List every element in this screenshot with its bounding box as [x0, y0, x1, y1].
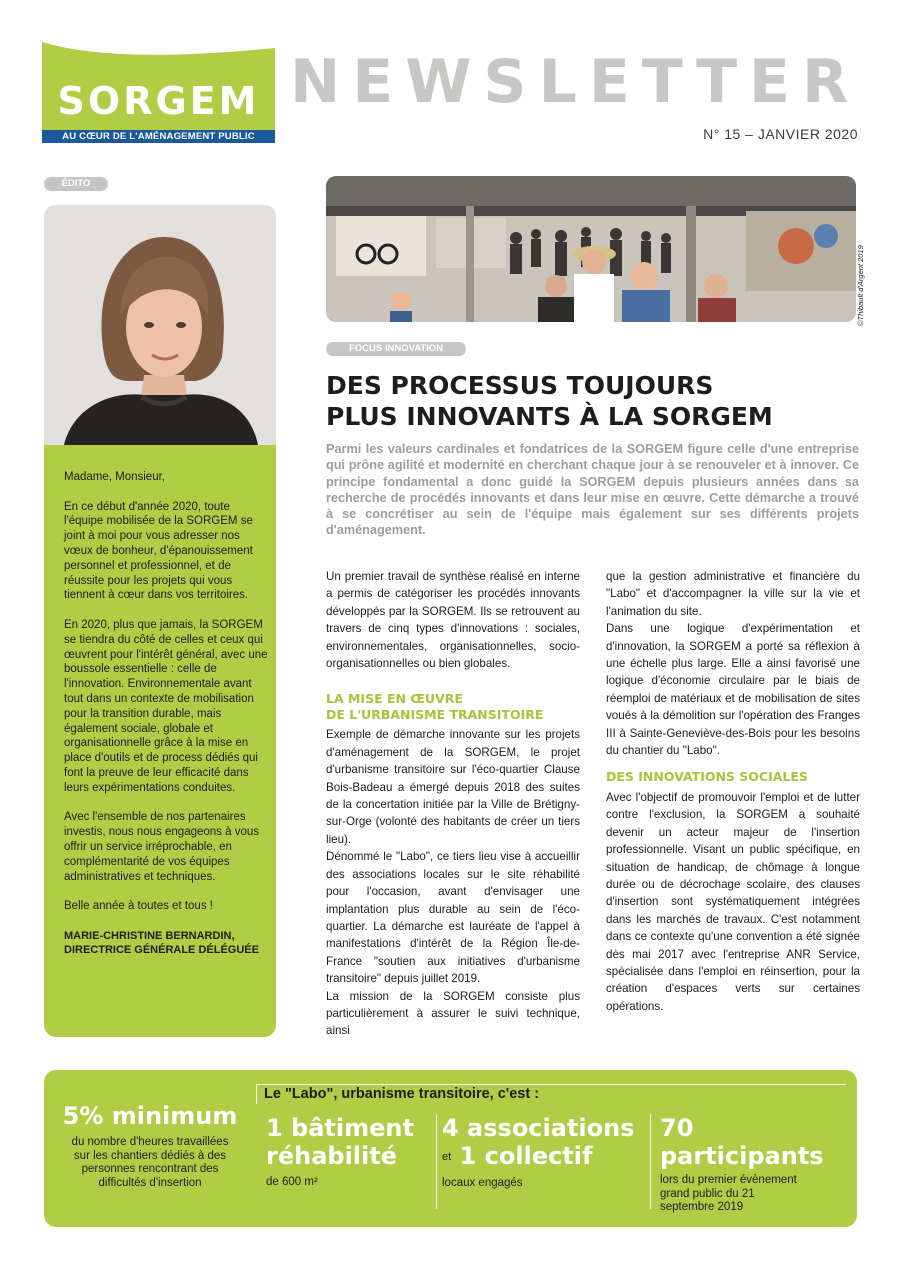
stat-value: 1 collectif [459, 1142, 593, 1170]
article-paragraph: Exemple de démarche innovante sur les projets d'aménagement de la SORGEM, le projet d'urbanisme transitoire sur l'éco-quartier Clause Bois-Badeau a émergé depuis 2018 des suites de la concertation initiée par la Ville de Brétigny-sur-Orge (volonté des habitants de créer un tiers lieu). [326, 728, 580, 846]
stat-insertion-hours [44, 1102, 256, 1190]
stat-value: 5% minimum [62, 1102, 238, 1130]
director-portrait [44, 205, 276, 445]
article-paragraph: que la gestion administrative et financière du "Labo" et d'accompagner la ville sur la vie et l'animation du site. [606, 570, 860, 618]
article-paragraph: La mission de la SORGEM consiste plus particulièrement à assurer le suivi technique, ainsi [326, 989, 580, 1038]
stat-participants [660, 1114, 850, 1215]
edito-paragraph: En 2020, plus que jamais, la SORGEM se tiendra du côté de celles et ceux qui œuvrent pour l'intérêt général, avec une boussole essentielle : celle de l'innovation. Environnementale avant tout dans un contexte de mobilisation pour la transition durable, mais également sociale, globale et organisationnelle grâce à la mise en place d'outils et de process dédiés qui font la preuve de leur efficacité dans leurs expérimentations conduites. [64, 618, 268, 794]
edito-text [64, 470, 269, 957]
section-title-line: LA MISE EN ŒUVRE [326, 691, 463, 707]
stat-value-line [442, 1142, 650, 1171]
stat-caption: lors du premier évènement grand public du 21 septembre 2019 [660, 1174, 797, 1214]
edito-paragraph: En ce début d'année 2020, toute l'équipe mobilisée de la SORGEM se joint à moi pour vous adresser nos vœux de bonheur, d'épanouissement personnel et professionnel, et de réussite pour les projets qui vous tiennent à cœur dans vos territoires. [64, 500, 253, 602]
article-lead: Parmi les valeurs cardinales et fondatrices de la SORGEM figure celle d'une entreprise qui prône agilité et modernité en cherchant chaque jour à se renouveler et à innover. Ce principe fondamental a donc guidé la SORGEM depuis plusieurs années dans sa recherche de procédés innovants et dans leur mise en œuvre. Cette démarche a trouvé à se concrétiser au sein de l'équipe mais également sur ses différents projets d'aménagement. [326, 442, 859, 538]
stat-conjunction: et [442, 1151, 452, 1163]
key-figures-banner [44, 1070, 857, 1227]
section-title-line: DE L'URBANISME TRANSITOIRE [326, 706, 544, 722]
banner-divider [256, 1084, 257, 1104]
logo-tagline: AU CŒUR DE L'AMÉNAGEMENT PUBLIC [42, 130, 275, 143]
signature-name: MARIE-CHRISTINE BERNARDIN, [64, 929, 235, 942]
banner-divider [256, 1084, 846, 1085]
article-paragraph: Dénommé le "Labo", ce tiers lieu vise à accueillir des associations locales sur le site réhabilité pour l'occasion, avant d'envisager une implantation plus durable au sein de l'éco-quartier. La démarche est lauréate de l'appel à manifestations d'intérêt de la Région Île-de-France "soutien aux initiatives d'urbanisme transitoire" depuis juillet 2019. [326, 850, 580, 986]
article-headline [326, 370, 846, 432]
article-paragraph: Dans une logique d'expérimentation et d'innovation, la SORGEM a porté sa réflexion à une échelle plus large. Elle a ainsi favorisé une logique d'économie circulaire par le biais de réemploi de matériaux et de mobilisation de sites voués à la démolition sur l'opération des Franges III à Sainte-Geneviève-des-Bois pour les besoins du chantier du "Labo". [606, 622, 860, 758]
stat-building [266, 1114, 434, 1190]
headline-line: PLUS INNOVANTS À LA SORGEM [326, 402, 773, 431]
edito-paragraph: Belle année à toutes et tous ! [64, 900, 213, 913]
newsletter-masthead: NEWSLETTER [290, 47, 861, 117]
headline-line: DES PROCESSUS TOUJOURS [326, 371, 714, 400]
sorgem-logo [42, 42, 275, 142]
stat-caption: locaux engagés [442, 1177, 523, 1189]
article-paragraph: Avec l'objectif de promouvoir l'emploi et de lutter contre l'exclusion, la SORGEM a souhaité devenir un acteur majeur de l'insertion professionnelle. Visant un public spécifique, en situation de handicap, de chômage à longue durée ou de décrochage scolaire, des clauses d'insertion sont systématiquement intégrées dans les marchés de travaux. C'est notamment dans ce contexte qu'une convention a été signée dès mai 2017 avec l'entreprise ANR Service, spécialisée dans l'emploi en réinsertion, pour la création d'espaces verts sur certaines opérations. [606, 790, 860, 1013]
stat-value: 4 associations [442, 1114, 635, 1142]
banner-title: Le "Labo", urbanisme transitoire, c'est : [264, 1086, 540, 1102]
article-column-2 [606, 568, 860, 1015]
stat-value: réhabilité [266, 1142, 398, 1170]
edito-paragraph: Madame, Monsieur, [64, 471, 165, 483]
edito-tag: ÉDITO [44, 177, 108, 191]
signature-role: DIRECTRICE GÉNÉRALE DÉLÉGUÉE [64, 943, 259, 956]
stat-caption: du nombre d'heures travaillées sur les chantiers dédiés à des personnes rencontrant des difficultés d'insertion [71, 1136, 229, 1189]
article-column-1 [326, 568, 580, 1040]
banner-divider [436, 1114, 437, 1209]
stat-value: 70 [660, 1114, 694, 1142]
banner-divider [650, 1114, 651, 1209]
stat-caption: de 600 m² [266, 1176, 318, 1188]
article-intro: Un premier travail de synthèse réalisé en interne a permis de catégoriser les procédés innovants développés par la SORGEM. Ils se retrouvent au travers de cinq types d'innovations : sociales, environnementales, organisationnelles, socio-organisationnelles ou bien globales. [326, 570, 580, 671]
edito-paragraph: Avec l'ensemble de nos partenaires investis, nous nous engageons à vous offrir un service irréprochable, en complémentarité de vos équipes administratives et techniques. [64, 811, 259, 883]
section-title: DES INNOVATIONS SOCIALES [606, 769, 808, 785]
event-photo [326, 176, 856, 322]
photo-credit: ©Thibault d'Argent 2019 [856, 245, 865, 326]
signature [64, 929, 269, 957]
edito-card [44, 205, 276, 1037]
logo-wordmark: SORGEM [57, 79, 260, 123]
stat-value: participants [660, 1142, 824, 1170]
stat-value: 1 bâtiment [266, 1114, 414, 1142]
focus-tag: FOCUS INNOVATION [326, 342, 466, 356]
issue-number: N° 15 – JANVIER 2020 [703, 126, 858, 142]
section-title [326, 691, 580, 722]
stat-associations [442, 1114, 650, 1191]
